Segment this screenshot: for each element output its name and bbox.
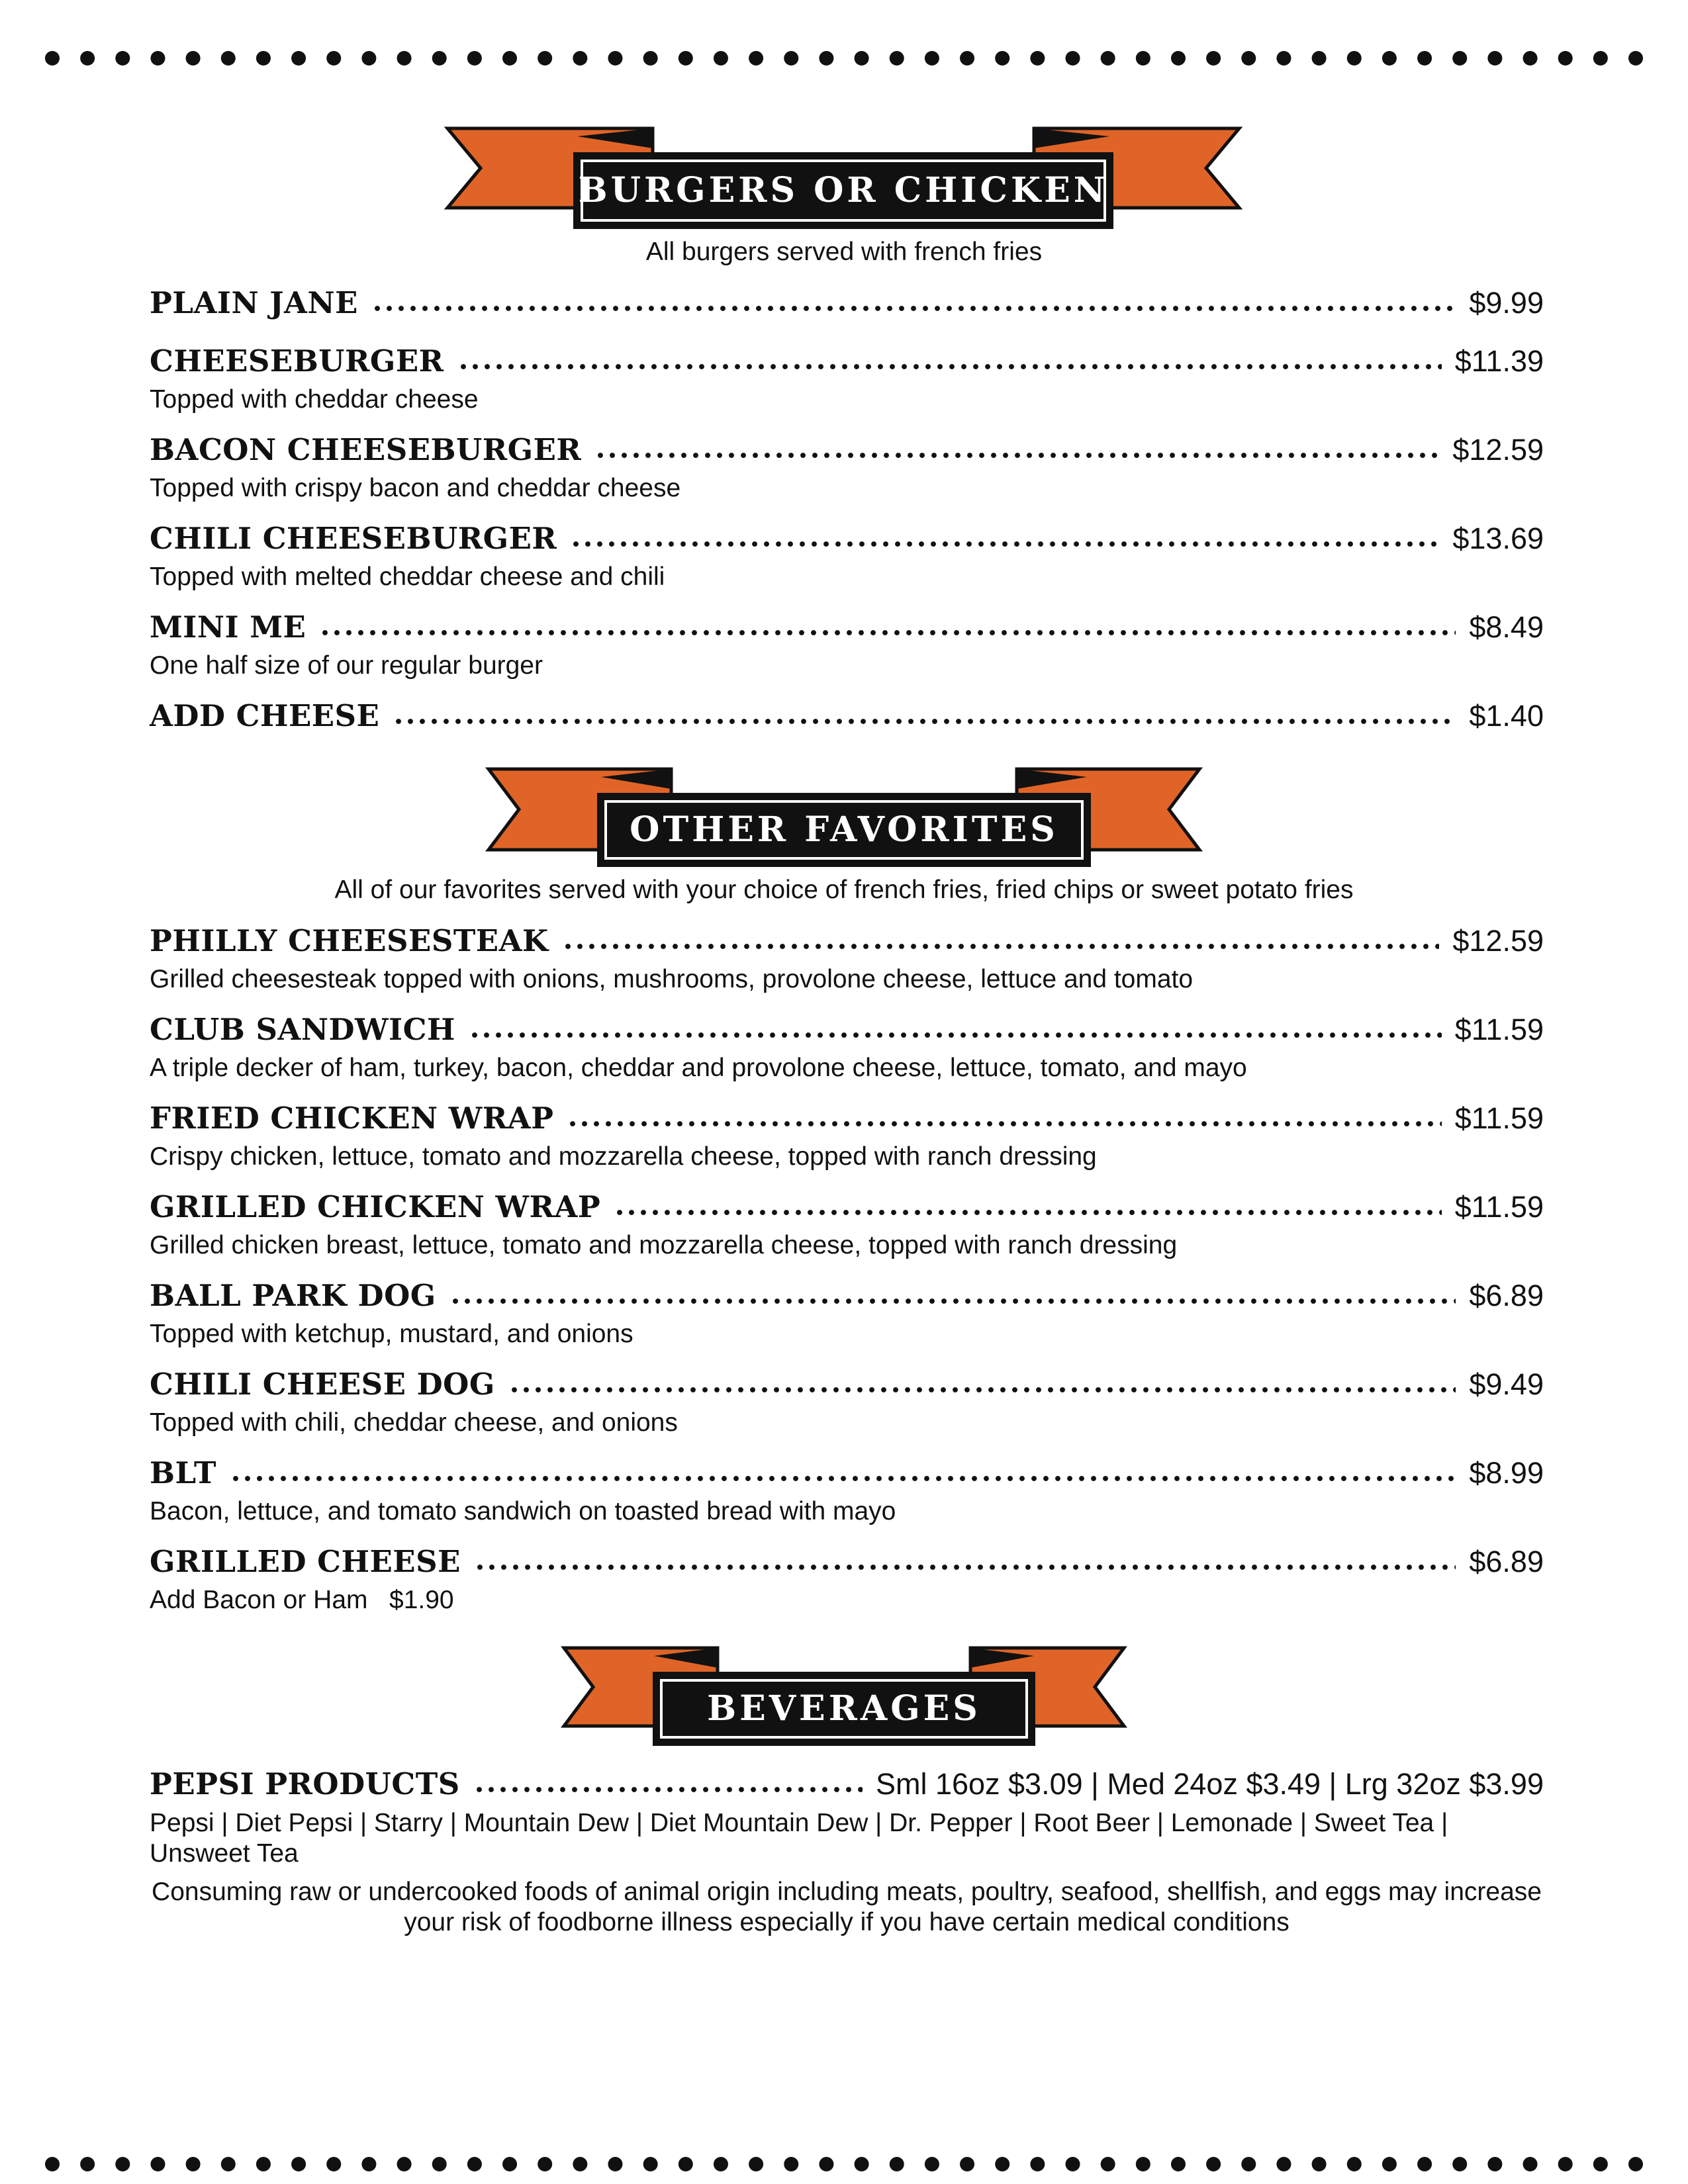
border-dot xyxy=(1417,2157,1432,2171)
dot-leader xyxy=(230,1473,1456,1484)
item-description: Topped with melted cheddar cheese and chili xyxy=(150,563,665,591)
item-description: One half size of our regular burger xyxy=(150,651,543,680)
border-dot xyxy=(749,2157,763,2171)
border-dot xyxy=(855,2157,869,2171)
item-price: $1.40 xyxy=(1469,699,1544,733)
item-price: $12.59 xyxy=(1452,924,1544,958)
border-dot xyxy=(1206,51,1221,66)
border-dot xyxy=(1312,2157,1327,2171)
item-name: MINI ME xyxy=(150,610,306,645)
item-price: $8.49 xyxy=(1469,610,1544,644)
border-dot xyxy=(502,2157,517,2171)
item-price: $9.49 xyxy=(1469,1367,1544,1401)
item-name: ADD CHEESE xyxy=(150,698,380,733)
item-description: Add Bacon or Ham $1.90 xyxy=(150,1586,454,1614)
section-title-burgers: BURGERS OR CHICKEN xyxy=(578,170,1109,210)
item-name: PLAIN JANE xyxy=(150,285,358,320)
item-description: Bacon, lettuce, and tomato sandwich on toasted bread with mayo xyxy=(150,1497,896,1525)
border-dot xyxy=(1276,2157,1291,2171)
border-dot xyxy=(538,51,552,66)
border-dot xyxy=(1066,51,1080,66)
border-dot xyxy=(784,2157,798,2171)
border-dot xyxy=(679,2157,693,2171)
item-name: CHILI CHEESE DOG xyxy=(150,1367,495,1402)
border-dot xyxy=(361,2157,376,2171)
border-dot xyxy=(115,51,130,66)
border-dot xyxy=(890,2157,904,2171)
dot-leader xyxy=(469,1030,1442,1040)
menu-item-ball-park-dog xyxy=(150,1275,1544,1351)
border-dot xyxy=(960,51,974,66)
item-price: $8.99 xyxy=(1469,1456,1544,1490)
border-dot xyxy=(1452,2157,1467,2171)
item-description: A triple decker of ham, turkey, bacon, cheddar and provolone cheese, lettuce, tomato, and mayo xyxy=(150,1054,1247,1082)
item-name: PHILLY CHEESESTEAK xyxy=(150,923,549,958)
border-dot xyxy=(1030,2157,1045,2171)
border-dot xyxy=(1136,51,1150,66)
border-dot xyxy=(749,51,763,66)
item-price: $11.39 xyxy=(1454,344,1544,378)
border-dot xyxy=(397,51,412,66)
menu-item-mini-me xyxy=(150,606,1544,683)
menu-item-chili-cheese-dog xyxy=(150,1363,1544,1440)
border-dot xyxy=(467,51,482,66)
menu-item-fried-chicken-wrap xyxy=(150,1097,1544,1174)
item-price: $13.69 xyxy=(1452,522,1544,555)
banner-beverages xyxy=(564,1648,1124,1749)
section-title-beverages: BEVERAGES xyxy=(707,1688,981,1729)
border-dot xyxy=(925,51,939,66)
section-subtitle-other-favorites: All of our favorites served with your choice of french fries, fried chips or sweet potato fries xyxy=(334,876,1354,904)
item-price: $9.99 xyxy=(1469,286,1544,320)
border-dot xyxy=(502,51,517,66)
dot-leader xyxy=(570,539,1439,549)
banner-burgers xyxy=(447,128,1239,232)
bottom-dotted-border xyxy=(45,2151,1643,2177)
border-dot xyxy=(1487,2157,1502,2171)
border-dot xyxy=(643,51,658,66)
item-description: Topped with crispy bacon and cheddar cheese xyxy=(150,474,681,502)
border-dot xyxy=(1487,51,1502,66)
border-dot xyxy=(361,51,376,66)
border-dot xyxy=(80,2157,95,2171)
border-dot xyxy=(643,2157,658,2171)
dot-leader xyxy=(562,941,1440,952)
border-dot xyxy=(1206,2157,1221,2171)
border-dot xyxy=(784,51,798,66)
border-dot xyxy=(714,51,728,66)
menu-item-chili-cheeseburger xyxy=(150,518,1544,594)
banner-other-favorites xyxy=(489,769,1199,870)
border-dot xyxy=(679,51,693,66)
border-dot xyxy=(221,2157,236,2171)
menu-item-grilled-cheese xyxy=(150,1541,1544,1617)
bottom-dots-svg xyxy=(45,2151,1643,2177)
item-name: BACON CHEESEBURGER xyxy=(150,432,582,467)
menu-item-pepsi-products xyxy=(150,1763,1544,1869)
border-dot xyxy=(291,2157,306,2171)
item-description: Pepsi | Diet Pepsi | Starry | Mountain Dew | Diet Mountain Dew | Dr. Pepper | Root Beer | Lemonade | Sweet Tea | Unsweet Tea xyxy=(150,1809,1448,1868)
border-dot xyxy=(45,51,60,66)
top-dotted-border xyxy=(45,45,1643,71)
item-price: $11.59 xyxy=(1454,1101,1544,1135)
item-name: BLT xyxy=(150,1455,216,1490)
border-dot xyxy=(573,51,587,66)
border-dot xyxy=(1523,51,1538,66)
border-dot xyxy=(1628,2157,1643,2171)
item-description: Topped with cheddar cheese xyxy=(150,385,479,414)
menu-item-club-sandwich xyxy=(150,1009,1544,1085)
item-name: GRILLED CHICKEN WRAP xyxy=(150,1189,601,1224)
border-dot xyxy=(1276,51,1291,66)
border-dot xyxy=(45,2157,60,2171)
menu-item-philly-cheesesteak xyxy=(150,920,1544,997)
border-dot xyxy=(1030,51,1045,66)
border-dot xyxy=(819,2157,833,2171)
border-dot xyxy=(256,51,271,66)
border-dot xyxy=(1241,51,1256,66)
border-dot xyxy=(925,2157,939,2171)
top-dots-svg xyxy=(45,45,1643,71)
item-price: $12.59 xyxy=(1452,433,1544,467)
border-dot xyxy=(995,51,1009,66)
border-dot xyxy=(256,2157,271,2171)
menu-item-bacon-cheeseburger xyxy=(150,429,1544,506)
item-description: Grilled chicken breast, lettuce, tomato and mozzarella cheese, topped with ranch dressing xyxy=(150,1231,1178,1259)
dot-leader xyxy=(614,1207,1441,1218)
item-name: CHILI CHEESEBURGER xyxy=(150,521,557,556)
item-name: FRIED CHICKEN WRAP xyxy=(150,1101,554,1136)
item-name: BALL PARK DOG xyxy=(150,1278,436,1313)
item-name: CLUB SANDWICH xyxy=(150,1012,455,1047)
dot-leader xyxy=(567,1118,1441,1129)
border-dot xyxy=(1101,2157,1115,2171)
border-dot xyxy=(1241,2157,1256,2171)
border-dot xyxy=(186,2157,201,2171)
border-dot xyxy=(1171,2157,1186,2171)
border-dot xyxy=(1558,2157,1573,2171)
border-dot xyxy=(1382,51,1397,66)
item-price: $6.89 xyxy=(1469,1279,1544,1312)
dot-leader xyxy=(457,361,1442,372)
border-dot xyxy=(115,2157,130,2171)
menu-item-grilled-chicken-wrap xyxy=(150,1186,1544,1263)
item-name: PEPSI PRODUCTS xyxy=(150,1766,460,1801)
dot-leader xyxy=(319,627,1456,638)
border-dot xyxy=(150,2157,165,2171)
border-dot xyxy=(890,51,904,66)
dot-leader xyxy=(473,1784,863,1795)
dot-leader xyxy=(594,450,1439,461)
border-dot xyxy=(221,51,236,66)
item-price: $11.59 xyxy=(1454,1013,1544,1046)
border-dot xyxy=(326,2157,341,2171)
dot-leader xyxy=(508,1385,1456,1395)
border-dot xyxy=(714,2157,728,2171)
border-dot xyxy=(1593,2157,1608,2171)
dot-leader xyxy=(449,1296,1456,1306)
border-dot xyxy=(150,51,165,66)
border-dot xyxy=(432,2157,447,2171)
border-dot xyxy=(608,2157,622,2171)
border-dot xyxy=(1136,2157,1150,2171)
border-dot xyxy=(1558,51,1573,66)
menu-item-cheeseburger xyxy=(150,340,1544,417)
border-dot xyxy=(538,2157,552,2171)
border-dot xyxy=(960,2157,974,2171)
border-dot xyxy=(432,51,447,66)
border-dot xyxy=(608,51,622,66)
border-dot xyxy=(1347,2157,1362,2171)
border-dot xyxy=(1101,51,1115,66)
dot-leader xyxy=(474,1562,1456,1572)
item-price: $11.59 xyxy=(1454,1190,1544,1224)
border-dot xyxy=(1452,51,1467,66)
border-dot xyxy=(467,2157,482,2171)
border-dot xyxy=(1523,2157,1538,2171)
border-dot xyxy=(1171,51,1186,66)
item-description: Topped with ketchup, mustard, and onions xyxy=(150,1320,633,1348)
food-safety-disclaimer: Consuming raw or undercooked foods of animal origin including meats, poultry, seafood, shellfish, and eggs may increase your risk of foodborne illness especially if you have certain medical conditions xyxy=(152,1878,1542,1936)
border-dot xyxy=(1417,51,1432,66)
section-title-other-favorites: OTHER FAVORITES xyxy=(630,809,1058,850)
border-dot xyxy=(995,2157,1009,2171)
item-name: CHEESEBURGER xyxy=(150,343,444,379)
item-name: GRILLED CHEESE xyxy=(150,1544,461,1579)
border-dot xyxy=(1593,51,1608,66)
dot-leader xyxy=(393,716,1456,727)
border-dot xyxy=(573,2157,587,2171)
border-dot xyxy=(326,51,341,66)
border-dot xyxy=(291,51,306,66)
border-dot xyxy=(397,2157,412,2171)
border-dot xyxy=(80,51,95,66)
dot-leader xyxy=(371,303,1456,314)
menu-item-add-cheese xyxy=(150,695,1544,737)
border-dot xyxy=(1066,2157,1080,2171)
item-price: Sml 16oz $3.09 | Med 24oz $3.49 | Lrg 32oz $3.99 xyxy=(875,1767,1544,1801)
item-description: Crispy chicken, lettuce, tomato and mozzarella cheese, topped with ranch dressing xyxy=(150,1142,1097,1171)
menu-item-blt xyxy=(150,1452,1544,1529)
border-dot xyxy=(186,51,201,66)
border-dot xyxy=(1628,51,1643,66)
menu-item-plain-jane xyxy=(150,282,1544,324)
border-dot xyxy=(855,51,869,66)
item-description: Topped with chili, cheddar cheese, and onions xyxy=(150,1408,678,1437)
item-price: $6.89 xyxy=(1469,1545,1544,1578)
border-dot xyxy=(1312,51,1327,66)
item-description: Grilled cheesesteak topped with onions, mushrooms, provolone cheese, lettuce and tomato xyxy=(150,965,1194,993)
section-subtitle-burgers: All burgers served with french fries xyxy=(645,238,1043,266)
border-dot xyxy=(1382,2157,1397,2171)
border-dot xyxy=(819,51,833,66)
border-dot xyxy=(1347,51,1362,66)
